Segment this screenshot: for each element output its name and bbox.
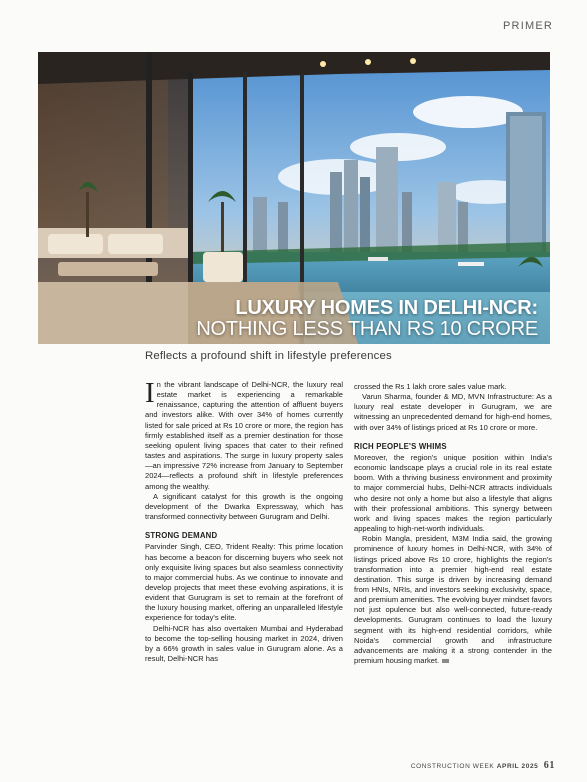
headline-line-1: LUXURY HOMES IN DELHI-NCR: [235, 297, 538, 320]
paragraph: Delhi-NCR has also overtaken Mumbai and Hyderabad to become the top-selling housing market in 2024, driven by a 66% growth in sales value in Gurugram alone. As a result, Delhi-NCR has [145, 623, 343, 664]
right-column [354, 382, 552, 666]
section-tag: PRIMER [503, 20, 553, 32]
paragraph: Varun Sharma, founder & MD, MVN Infrastructure: As a luxury real estate developer in Gurugram, we are witnessing an unprecedented demand for high-end homes, with over 34% of listings priced at Rs 10 crore or more. [354, 392, 552, 432]
dropcap: I [145, 377, 155, 409]
headline-line-2: NOTHING LESS THAN RS 10 CRORE [196, 317, 538, 340]
paragraph: A significant catalyst for this growth is the ongoing development of the Dwarka Expressway, which has transformed connectivity between Gurugram and Delhi. [145, 491, 343, 522]
page-footer [411, 760, 555, 771]
hero-image [38, 52, 550, 344]
paragraph [354, 534, 552, 666]
paragraph: Moreover, the region's unique position within India's economic landscape plays a crucial role in its real estate boom. With a thriving business environment and proximity to major commercial hubs, Delhi-NCR attracts individuals who desire not only a home but also a lifestyle that aligns with their professional ambitions. This synergy between work and living spaces makes the region particularly appealing to high-net-worth individuals. [354, 452, 552, 534]
closing-text: Robin Mangla, president, M3M India said, the growing prominence of luxury homes in Delhi-NCR, with 34% of listings priced above Rs 10 crore, highlights the region's transformation into a premier high-end real estate destination. This surge is driven by increasing demand from HNIs, NRIs, and investors seeking exclusivity, space, and premium amenities. The evolving buyer mindset favors not just opulence but also well-connected, future-ready developments. Gurugram continues to load the luxury segment with its high-end residential corridors, while Noida's commercial growth and infrastructure advancements are making it a strong contender in the premium housing market. [354, 534, 552, 666]
publication-name: CONSTRUCTION WEEK [410, 763, 495, 770]
left-column [145, 377, 343, 664]
issue-date: APRIL 2025 [496, 763, 539, 770]
subheading: STRONG DEMAND [145, 531, 218, 541]
paragraph: crossed the Rs 1 lakh crore sales value mark. [354, 382, 507, 391]
intro-text: n the vibrant landscape of Delhi-NCR, the luxury real estate market is experiencing a remarkable renaissance, capturing the attention of affluent buyers and investors alike. With over 34% of homes currently listed for sale priced at Rs 10 crore or more, the region has firmly established itself as a premier destination for those seeking opulent living spaces that cater to their refined tastes and aspirations. The surge in luxury property sales—an impressive 72% increase from January to September 2024—reflects a profound shift in lifestyle preferences among the wealthy. [145, 380, 343, 491]
subheading: RICH PEOPLE'S WHIMS [354, 441, 447, 451]
intro-paragraph [145, 377, 343, 492]
paragraph: Parvinder Singh, CEO, Trident Realty: This prime location has become a beacon for discerning buyers who seek not only exquisite living spaces but also seamless connectivity to major commercial hubs. As we continue to innovate and develop projects that meet these evolving aspirations, it is evident that Gurugram is set to remain at the forefront of the luxury housing market, offering an unparalleled lifestyle experience for today's elite. [145, 542, 343, 623]
standfirst: Reflects a profound shift in lifestyle preferences [145, 350, 392, 362]
end-of-article-icon [442, 659, 449, 663]
page-number: 61 [543, 760, 555, 771]
headline [196, 298, 538, 339]
